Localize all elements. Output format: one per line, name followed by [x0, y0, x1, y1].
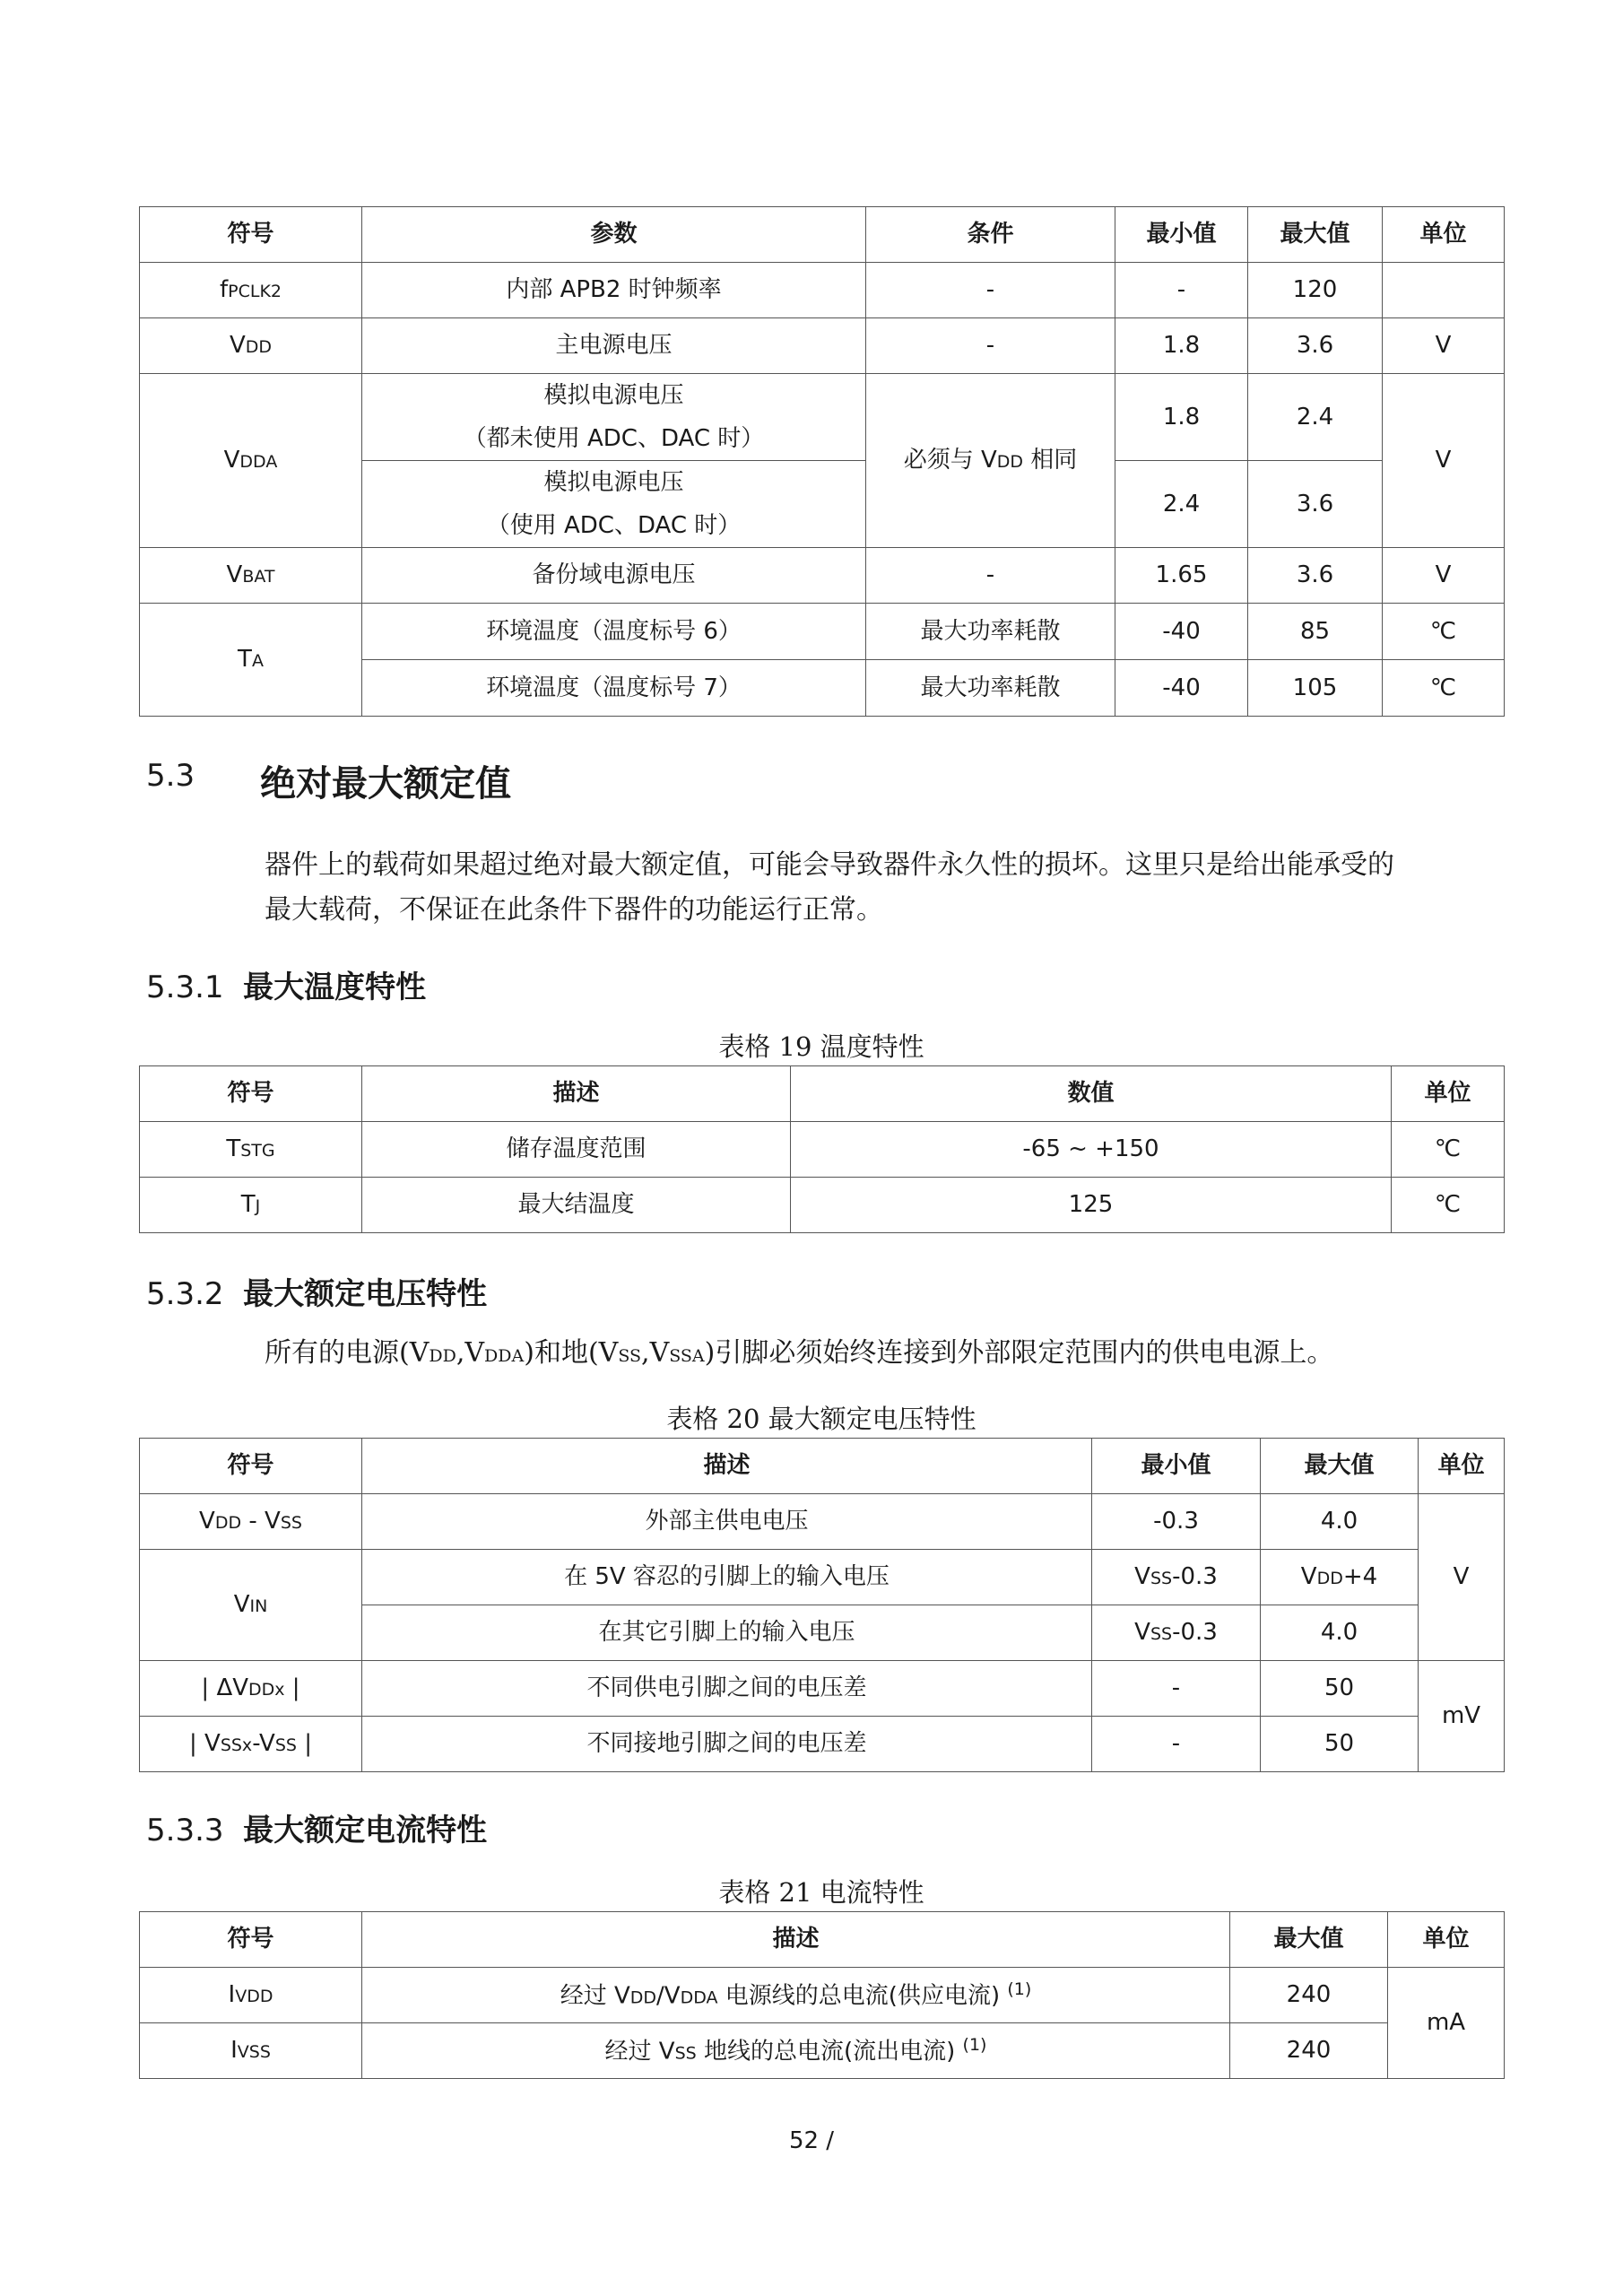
max-cell: VDD+4	[1261, 1550, 1419, 1605]
symbol-cell: IVSS	[140, 2023, 362, 2079]
subsection-number: 5.3.2	[146, 1276, 224, 1312]
min-cell: 2.4	[1115, 461, 1248, 548]
min-cell: VSS-0.3	[1092, 1605, 1261, 1661]
max-cell: 50	[1261, 1717, 1419, 1772]
temperature-table	[139, 1065, 1505, 1233]
unit-cell: mV	[1419, 1661, 1505, 1772]
description-cell: 在其它引脚上的输入电压	[362, 1605, 1092, 1661]
table-row	[140, 374, 1505, 461]
table-row	[140, 1178, 1505, 1233]
header-max: 最大值	[1248, 207, 1383, 263]
unit-cell: ℃	[1383, 604, 1505, 660]
condition-cell: 最大功率耗散	[866, 660, 1115, 717]
table-row	[140, 1494, 1505, 1550]
parameter-cell: 环境温度（温度标号 7）	[362, 660, 866, 717]
page-number: 52 /	[788, 2127, 835, 2154]
symbol-cell: VDD - VSS	[140, 1494, 362, 1550]
description-cell: 不同接地引脚之间的电压差	[362, 1717, 1092, 1772]
condition-cell: -	[866, 548, 1115, 604]
header-unit: 单位	[1392, 1066, 1505, 1122]
header-parameter: 参数	[362, 207, 866, 263]
unit-cell: mA	[1388, 1968, 1505, 2079]
max-cell: 3.6	[1248, 461, 1383, 548]
subsection-number: 5.3.1	[146, 970, 224, 1005]
header-description: 描述	[362, 1439, 1092, 1494]
symbol-cell: VIN	[140, 1550, 362, 1661]
parameter-cell: 内部 APB2 时钟频率	[362, 263, 866, 318]
footnote-ref: (1)	[1007, 1979, 1032, 1999]
unit-cell: ℃	[1392, 1178, 1505, 1233]
max-cell: 240	[1230, 2023, 1388, 2079]
table-row	[140, 1968, 1505, 2023]
parameter-cell: 模拟电源电压 （使用 ADC、DAC 时）	[362, 461, 866, 548]
header-unit: 单位	[1388, 1912, 1505, 1968]
max-cell: 4.0	[1261, 1494, 1419, 1550]
max-cell: 2.4	[1248, 374, 1383, 461]
section-number: 5.3	[146, 758, 195, 794]
min-cell: 1.8	[1115, 318, 1248, 374]
parameter-cell: 主电源电压	[362, 318, 866, 374]
condition-cell: -	[866, 263, 1115, 318]
section-paragraph: 所有的电源(VDD,VDDA)和地(VSS,VSSA)引脚必须始终连接到外部限定范围内的供电电源上。	[265, 1337, 1334, 1369]
header-symbol: 符号	[140, 207, 362, 263]
table-caption: 表格 19 温度特性	[718, 1031, 924, 1062]
subsection-heading	[146, 1805, 487, 1849]
header-min: 最小值	[1115, 207, 1248, 263]
footnote-ref: (1)	[962, 2034, 987, 2055]
min-cell: VSS-0.3	[1092, 1550, 1261, 1605]
parameter-cell: 模拟电源电压 （都未使用 ADC、DAC 时）	[362, 374, 866, 461]
unit-cell	[1383, 263, 1505, 318]
symbol-cell: IVDD	[140, 1968, 362, 2023]
header-unit: 单位	[1419, 1439, 1505, 1494]
header-max: 最大值	[1261, 1439, 1419, 1494]
table-row	[140, 1550, 1505, 1605]
table-caption: 表格 21 电流特性	[718, 1877, 924, 1908]
description-cell: 不同供电引脚之间的电压差	[362, 1661, 1092, 1717]
header-value: 数值	[791, 1066, 1392, 1122]
subsection-heading	[146, 962, 426, 1006]
subsection-heading	[146, 1269, 487, 1313]
description-cell: 在 5V 容忍的引脚上的输入电压	[362, 1550, 1092, 1605]
section-title: 绝对最大额定值	[260, 763, 511, 804]
min-cell: -40	[1115, 604, 1248, 660]
condition-cell: -	[866, 318, 1115, 374]
parameter-cell: 环境温度（温度标号 6）	[362, 604, 866, 660]
value-cell: 125	[791, 1178, 1392, 1233]
header-description: 描述	[362, 1066, 791, 1122]
unit-cell: V	[1383, 548, 1505, 604]
max-cell: 105	[1248, 660, 1383, 717]
current-table	[139, 1911, 1505, 2079]
paragraph-line: 最大载荷，不保证在此条件下器件的功能运行正常。	[265, 894, 883, 926]
min-cell: -40	[1115, 660, 1248, 717]
table-caption: 表格 20 最大额定电压特性	[666, 1404, 976, 1434]
supply-voltage-table	[139, 206, 1505, 717]
unit-cell: ℃	[1392, 1122, 1505, 1178]
header-unit: 单位	[1383, 207, 1505, 263]
table-row	[140, 1661, 1505, 1717]
header-symbol: 符号	[140, 1066, 362, 1122]
voltage-table	[139, 1438, 1505, 1772]
paragraph-line: 器件上的载荷如果超过绝对最大额定值，可能会导致器件永久性的损坏。这里只是给出能承受的	[265, 849, 1394, 881]
description-cell: 经过 VDD/VDDA 电源线的总电流(供应电流) $^{(1)}$	[362, 1968, 1230, 2023]
section-paragraph	[265, 843, 1520, 933]
header-max: 最大值	[1230, 1912, 1388, 1968]
subsection-title: 最大温度特性	[243, 970, 427, 1005]
max-cell: 240	[1230, 1968, 1388, 2023]
header-min: 最小值	[1092, 1439, 1261, 1494]
description-cell: 最大结温度	[362, 1178, 791, 1233]
table-row	[140, 263, 1505, 318]
min-cell: -	[1115, 263, 1248, 318]
table-row	[140, 1717, 1505, 1772]
symbol-cell: fPCLK2	[140, 263, 362, 318]
min-cell: -0.3	[1092, 1494, 1261, 1550]
header-description: 描述	[362, 1912, 1230, 1968]
parameter-cell: 备份域电源电压	[362, 548, 866, 604]
table-row	[140, 1122, 1505, 1178]
min-cell: -	[1092, 1661, 1261, 1717]
value-cell: -65 ~ +150	[791, 1122, 1392, 1178]
unit-cell: ℃	[1383, 660, 1505, 717]
symbol-cell: TJ	[140, 1178, 362, 1233]
unit-cell: V	[1419, 1494, 1505, 1661]
condition-cell: 最大功率耗散	[866, 604, 1115, 660]
subsection-title: 最大额定电压特性	[243, 1276, 488, 1312]
table-header-row	[140, 207, 1505, 263]
header-condition: 条件	[866, 207, 1115, 263]
header-symbol: 符号	[140, 1439, 362, 1494]
description-cell: 经过 VSS 地线的总电流(流出电流) $^{(1)}$	[362, 2023, 1230, 2079]
min-cell: 1.8	[1115, 374, 1248, 461]
max-cell: 120	[1248, 263, 1383, 318]
table-row	[140, 604, 1505, 660]
table-row	[140, 318, 1505, 374]
unit-cell: V	[1383, 374, 1505, 548]
table-header-row	[140, 1439, 1505, 1494]
min-cell: 1.65	[1115, 548, 1248, 604]
header-symbol: 符号	[140, 1912, 362, 1968]
unit-cell: V	[1383, 318, 1505, 374]
subsection-title: 最大额定电流特性	[243, 1813, 488, 1848]
max-cell: 50	[1261, 1661, 1419, 1717]
max-cell: 3.6	[1248, 318, 1383, 374]
table-row	[140, 548, 1505, 604]
max-cell: 3.6	[1248, 548, 1383, 604]
table-row	[140, 2023, 1505, 2079]
table-header-row	[140, 1066, 1505, 1122]
description-cell: 储存温度范围	[362, 1122, 791, 1178]
max-cell: 4.0	[1261, 1605, 1419, 1661]
symbol-cell: VDDA	[140, 374, 362, 548]
description-cell: 外部主供电电压	[362, 1494, 1092, 1550]
symbol-cell: | VSSx-VSS |	[140, 1717, 362, 1772]
subsection-number: 5.3.3	[146, 1813, 224, 1848]
min-cell: -	[1092, 1717, 1261, 1772]
symbol-cell: | ΔVDDx |	[140, 1661, 362, 1717]
max-cell: 85	[1248, 604, 1383, 660]
symbol-cell: VDD	[140, 318, 362, 374]
symbol-cell: TA	[140, 604, 362, 717]
symbol-cell: VBAT	[140, 548, 362, 604]
condition-cell: 必须与 VDD 相同	[866, 374, 1115, 548]
table-header-row	[140, 1912, 1505, 1968]
symbol-cell: TSTG	[140, 1122, 362, 1178]
